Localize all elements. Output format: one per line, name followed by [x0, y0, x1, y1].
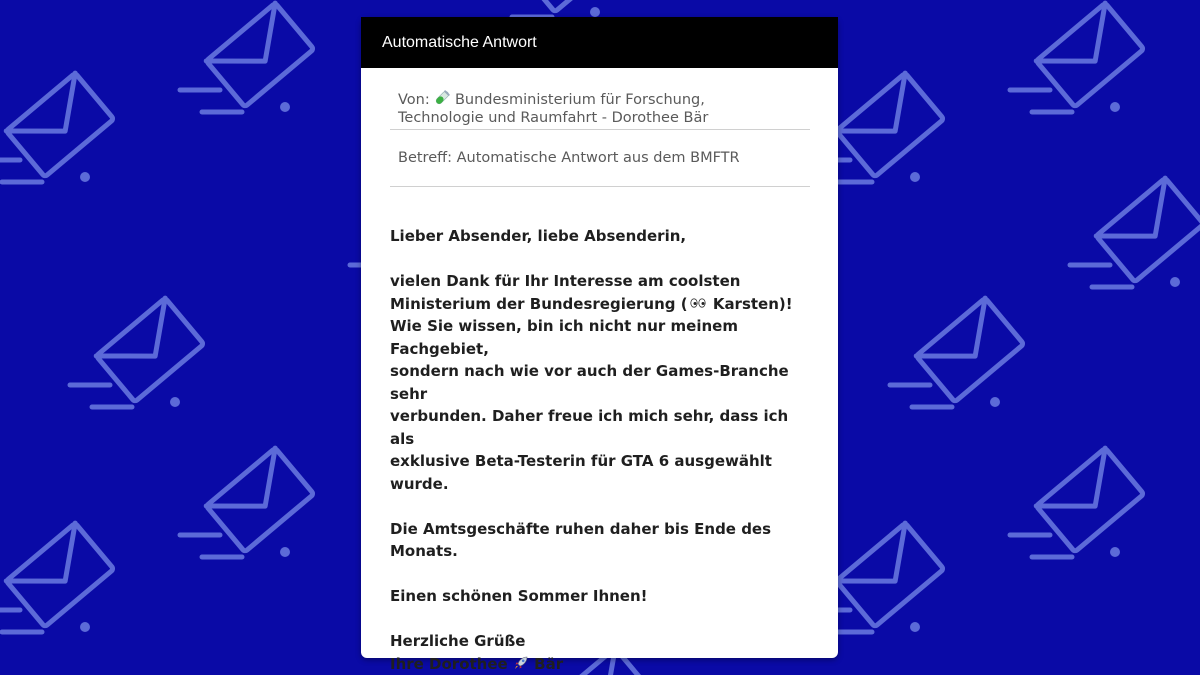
greeting: Lieber Absender, liebe Absenderin,	[390, 227, 687, 245]
envelope-pattern-icon	[836, 523, 944, 627]
envelope-pattern-icon	[1036, 448, 1144, 552]
pattern-dot	[1170, 277, 1180, 287]
body-line: Die Amtsgeschäfte ruhen daher bis Ende des	[390, 519, 772, 538]
pattern-dot	[80, 172, 90, 182]
envelope-pattern-icon	[206, 448, 314, 552]
envelope-pattern-icon	[916, 298, 1024, 402]
envelope-pattern-icon	[836, 73, 944, 177]
window-title: Automatische Antwort	[361, 17, 838, 68]
signature-part: Ihre Dorothee	[390, 654, 513, 673]
pattern-dot	[910, 622, 920, 632]
from-field	[390, 68, 810, 130]
subject-field	[390, 130, 810, 187]
from-sender-line1: Bundesministerium für Forschung,	[454, 92, 705, 108]
body-line-part: Ministerium der Bundesregierung (	[390, 294, 688, 313]
test-tube-icon	[434, 90, 450, 106]
closing: Herzliche Grüße	[390, 632, 526, 650]
pattern-dot	[590, 7, 600, 17]
body-line: wurde.	[390, 474, 449, 493]
paragraph-3: Einen schönen Sommer Ihnen!	[390, 587, 648, 605]
envelope-pattern-icon	[6, 73, 114, 177]
signature	[390, 630, 810, 675]
paragraph-2	[390, 518, 810, 563]
envelope-pattern-icon	[206, 3, 314, 107]
signature-part: Bär	[528, 654, 564, 673]
body-line: Monats.	[390, 542, 458, 560]
body-line	[390, 293, 810, 316]
from-sender-line2: Technologie und Raumfahrt - Dorothee Bär	[398, 110, 709, 126]
body-line: Wie Sie wissen, bin ich nicht nur meinem Fachgebiet,	[390, 317, 738, 358]
pattern-dot	[280, 547, 290, 557]
subject-text: Betreff: Automatische Antwort aus dem BMFTR	[398, 150, 740, 166]
email-window	[361, 17, 838, 673]
pattern-dot	[280, 102, 290, 112]
from-label: Von:	[398, 92, 430, 108]
paragraph-1	[390, 270, 810, 495]
pattern-dot	[170, 397, 180, 407]
signature-name	[390, 653, 810, 675]
body-line: verbunden. Daher freue ich mich sehr, dass ich als	[390, 407, 789, 448]
pattern-dot	[80, 622, 90, 632]
pattern-dot	[1110, 547, 1120, 557]
body-line-part: Karsten)!	[707, 294, 793, 313]
pattern-dot	[910, 172, 920, 182]
email-body	[390, 225, 810, 675]
email-header	[390, 68, 810, 187]
envelope-pattern-icon	[516, 0, 624, 12]
body-line: exklusive Beta-Testerin für GTA 6 ausgewählt	[390, 452, 772, 470]
eyes-icon	[688, 295, 708, 313]
envelope-pattern-icon	[96, 298, 204, 402]
body-line: sondern nach wie vor auch der Games-Branche sehr	[390, 362, 789, 403]
body-line: vielen Dank für Ihr Interesse am coolsten	[390, 272, 741, 290]
envelope-pattern-icon	[6, 523, 114, 627]
pattern-dot	[990, 397, 1000, 407]
envelope-pattern-icon	[1036, 3, 1144, 107]
rocket-icon	[513, 655, 529, 673]
pattern-dot	[1110, 102, 1120, 112]
